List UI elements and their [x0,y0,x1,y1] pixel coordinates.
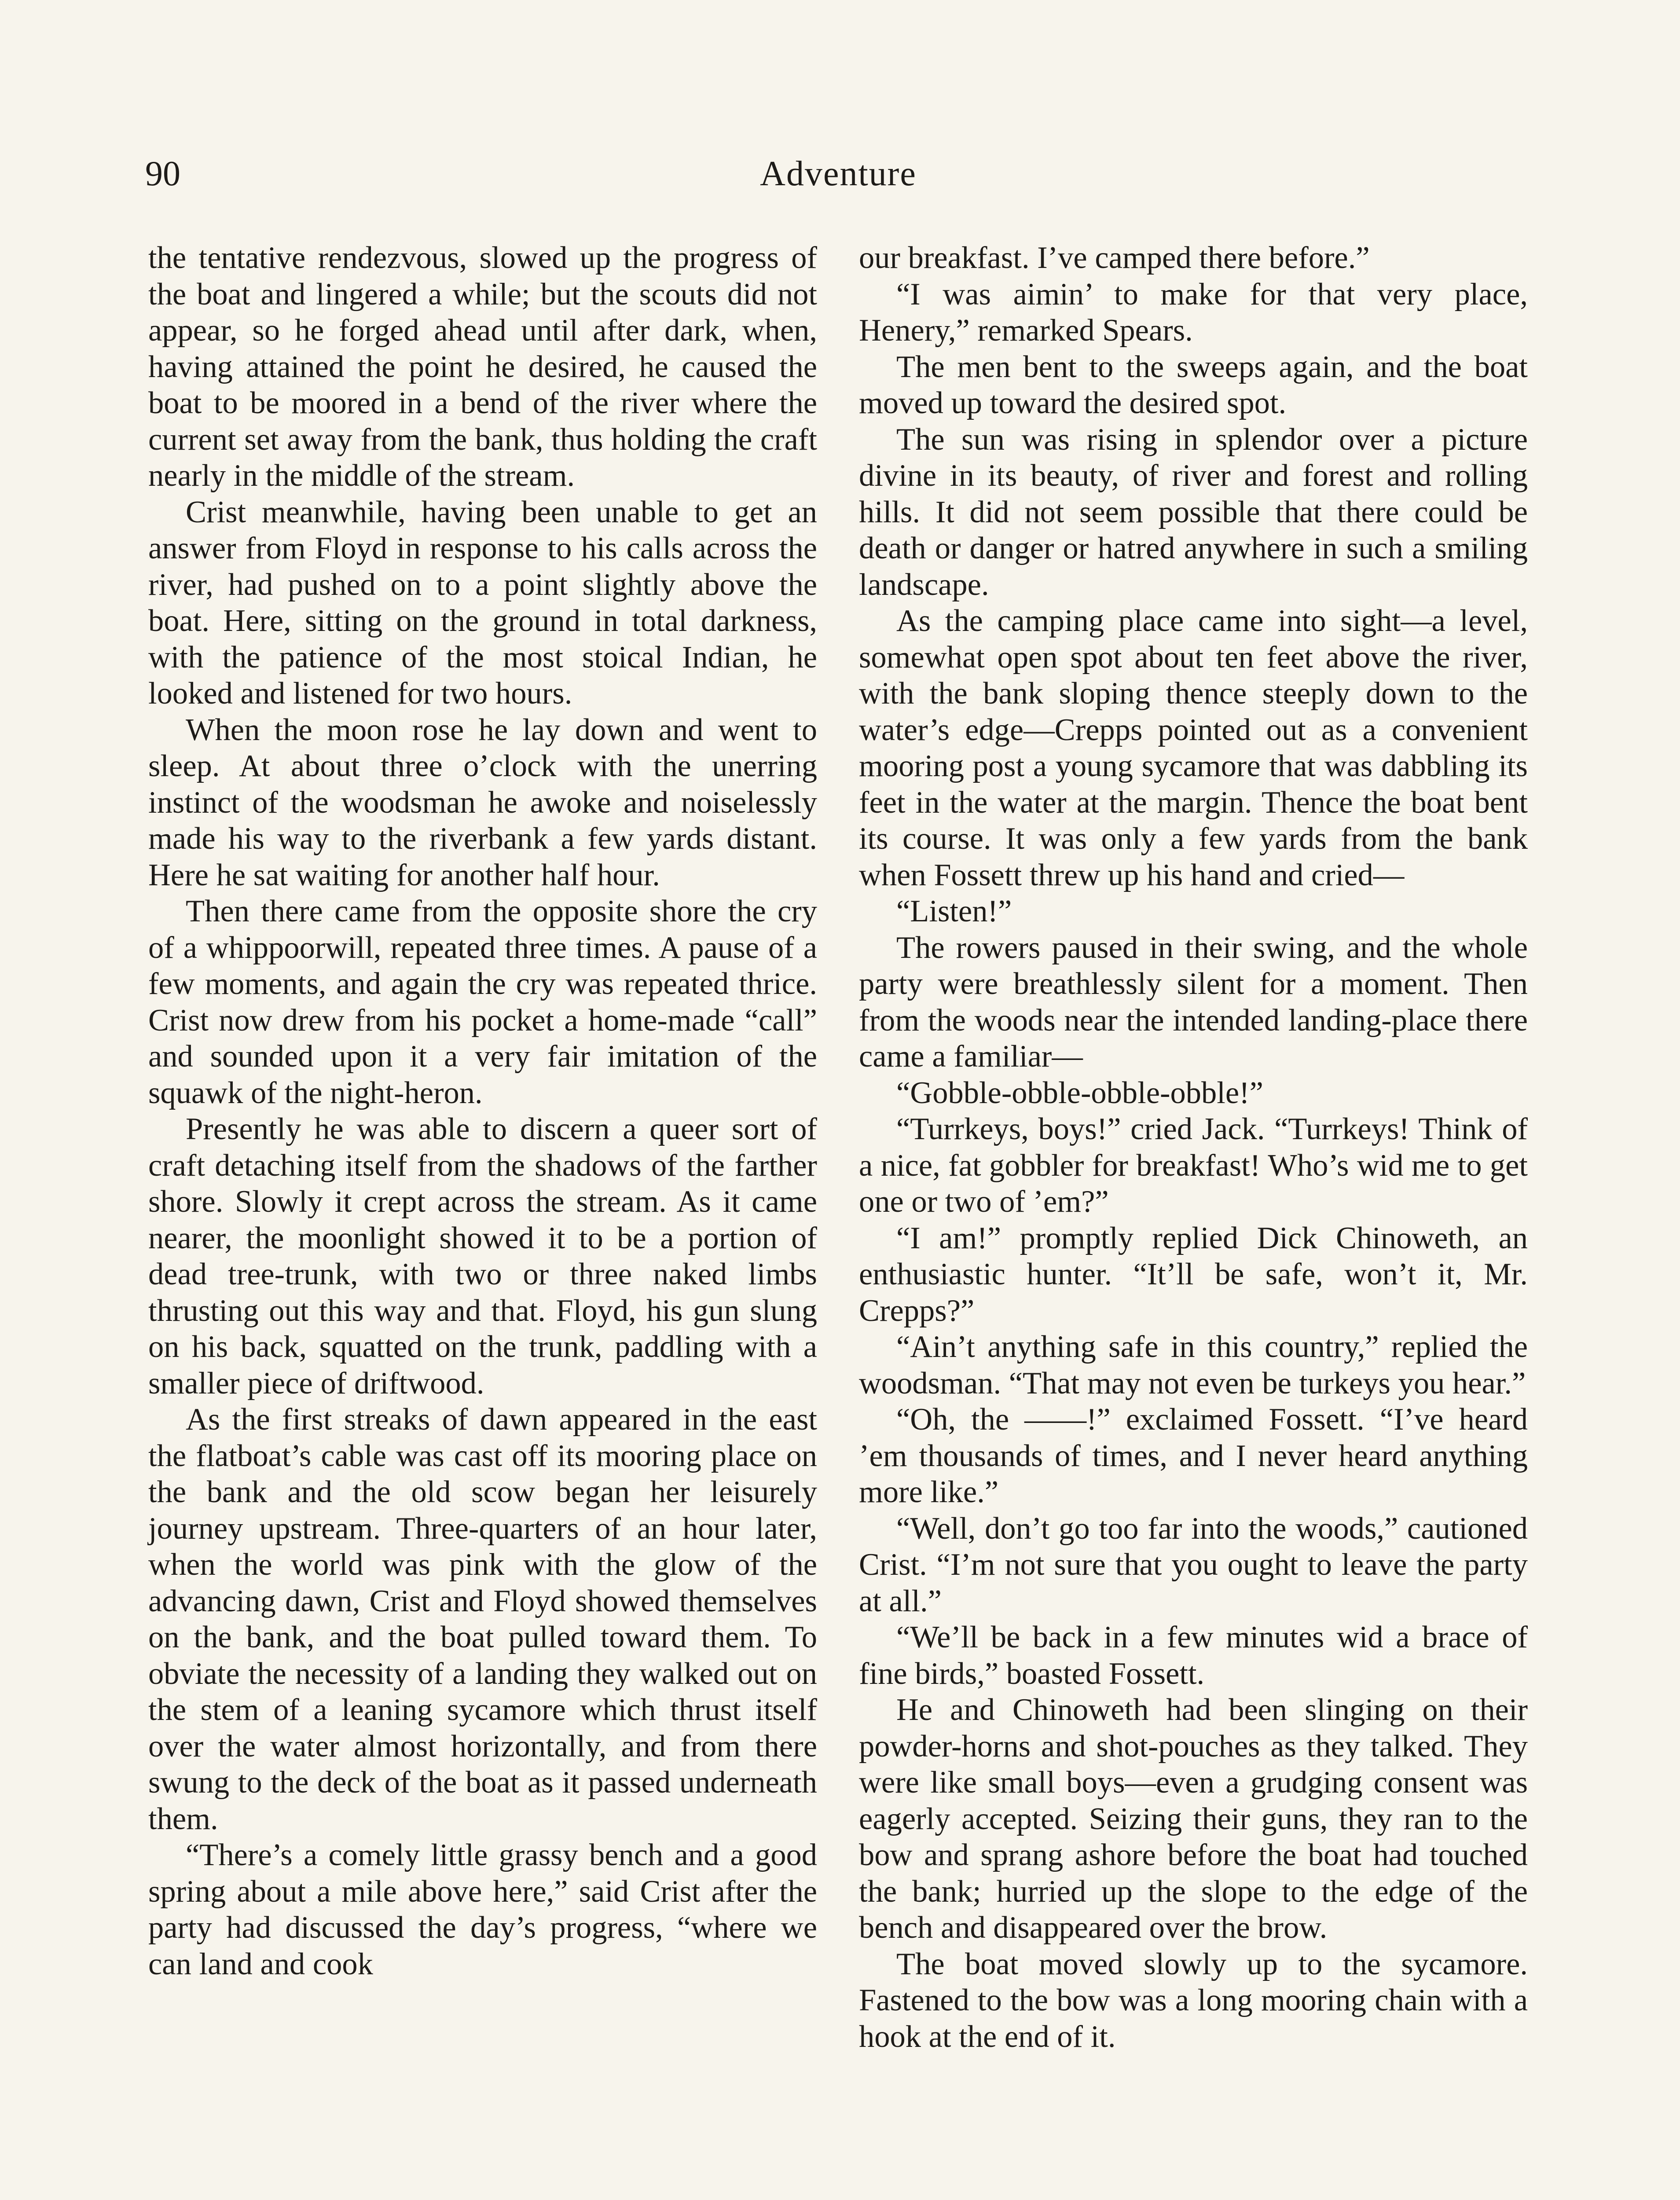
paragraph: our breakfast. I’ve camped there before.” [859,241,1370,275]
page-number: 90 [145,154,180,193]
paragraph: “Listen!” [896,894,1012,928]
paragraph: As the camping place came into sight—a level, somewhat open spot about ten feet above the river, with the bank sloping thence steeply down to the water’s edge—Crepps pointed out as a convenient mooring post a young sycamore that was dabbling its feet in the water at the margin. Thence the boat bent its course. It was only a few yards from the bank when Fossett threw up his hand and cried— [859,604,1528,892]
paragraph: The sun was rising in splendor over a picture divine in its beauty, of river and forest and rolling hills. It did not seem possible that there could be death or danger or hatred anywhere in such a smiling landscape. [859,422,1528,602]
paragraph: “Gobble-obble-obble-obble!” [896,1075,1263,1110]
paragraph: Then there came from the opposite shore the cry of a whippoorwill, repeated three times. A pause of a few moments, and again the cry was repeated thrice. Crist now drew from his pocket a home-made “call” and sounded upon it a very fair imitation of the squawk of the night-heron. [148,894,817,1110]
page-header [145,150,1531,211]
paragraph: The boat moved slowly up to the sycamore. Fastened to the bow was a long mooring chain with a hook at the end of it. [859,1947,1528,2054]
paragraph: Presently he was able to discern a queer sort of craft detaching itself from the shadows of the farther shore. Slowly it crept across the stream. As it came nearer, the moonlight showed it to be a portion of dead tree-trunk, with two or three naked limbs thrusting out this way and that. Floyd, his gun slung on his back, squatted on the trunk, paddling with a smaller piece of driftwood. [148,1112,817,1401]
running-head: Adventure [760,154,917,193]
paragraph: “We’ll be back in a few minutes wid a brace of fine birds,” boasted Fossett. [859,1620,1528,1691]
paragraph: He and Chinoweth had been slinging on their powder-horns and shot-pouches as they talked. They were like small boys—even a grudging consent was eagerly accepted. Seizing their guns, they ran to the bow and sprang ashore before the boat had touched the bank; hurried up the slope to the edge of the bench and disappeared over the brow. [859,1693,1528,1945]
paragraph: “Turrkeys, boys!” cried Jack. “Turrkeys! Think of a nice, fat gobbler for breakfast! Who’s wid me to get one or two of ’em?” [859,1112,1528,1219]
paragraph: “There’s a comely little grassy bench and a good spring about a mile above here,” said Crist after the party had discussed the day’s progress, “where we can land and cook [148,1838,817,1981]
paragraph: Crist meanwhile, having been unable to get an answer from Floyd in response to his calls across the river, had pushed on to a point slightly above the boat. Here, sitting on the ground in total darkness, with the patience of the most stoical Indian, he looked and listened for two hours. [148,495,817,711]
paragraph: When the moon rose he lay down and went to sleep. At about three o’clock with the unerring instinct of the woodsman he awoke and noiselessly made his way to the riverbank a few yards distant. Here he sat waiting for another half hour. [148,712,817,892]
left-column [148,240,817,1982]
paragraph: “I was aimin’ to make for that very place, Henery,” remarked Spears. [859,277,1528,348]
paragraph: “Oh, the ——!” exclaimed Fossett. “I’ve heard ’em thousands of times, and I never heard anything more like.” [859,1402,1528,1509]
paragraph: As the first streaks of dawn appeared in the east the flatboat’s cable was cast off its mooring place on the bank and the old scow began her leisurely journey upstream. Three-quarters of an hour later, when the world was pink with the glow of the advancing dawn, Crist and Floyd showed themselves on the bank, and the boat pulled toward them. To obviate the necessity of a landing they walked out on the stem of a leaning sycamore which thrust itself over the water almost horizontally, and from there swung to the deck of the boat as it passed underneath them. [148,1402,817,1836]
right-column [859,240,1528,2055]
paragraph: “Well, don’t go too far into the woods,” cautioned Crist. “I’m not sure that you ought to leave the party at all.” [859,1511,1528,1618]
paragraph: The rowers paused in their swing, and the whole party were breathlessly silent for a moment. Then from the woods near the intended landing-place there came a familiar— [859,930,1528,1074]
paragraph: “I am!” promptly replied Dick Chinoweth, an enthusiastic hunter. “It’ll be safe, won’t it, Mr. Crepps?” [859,1221,1528,1328]
paragraph: the tentative rendezvous, slowed up the progress of the boat and lingered a while; but the scouts did not appear, so he forged ahead until after dark, when, having attained the point he desired, he caused the boat to be moored in a bend of the river where the current set away from the bank, thus holding the craft nearly in the middle of the stream. [148,241,817,493]
paragraph: “Ain’t anything safe in this country,” replied the woodsman. “That may not even be turkeys you hear.” [859,1330,1528,1401]
paragraph: The men bent to the sweeps again, and the boat moved up toward the desired spot. [859,349,1528,420]
